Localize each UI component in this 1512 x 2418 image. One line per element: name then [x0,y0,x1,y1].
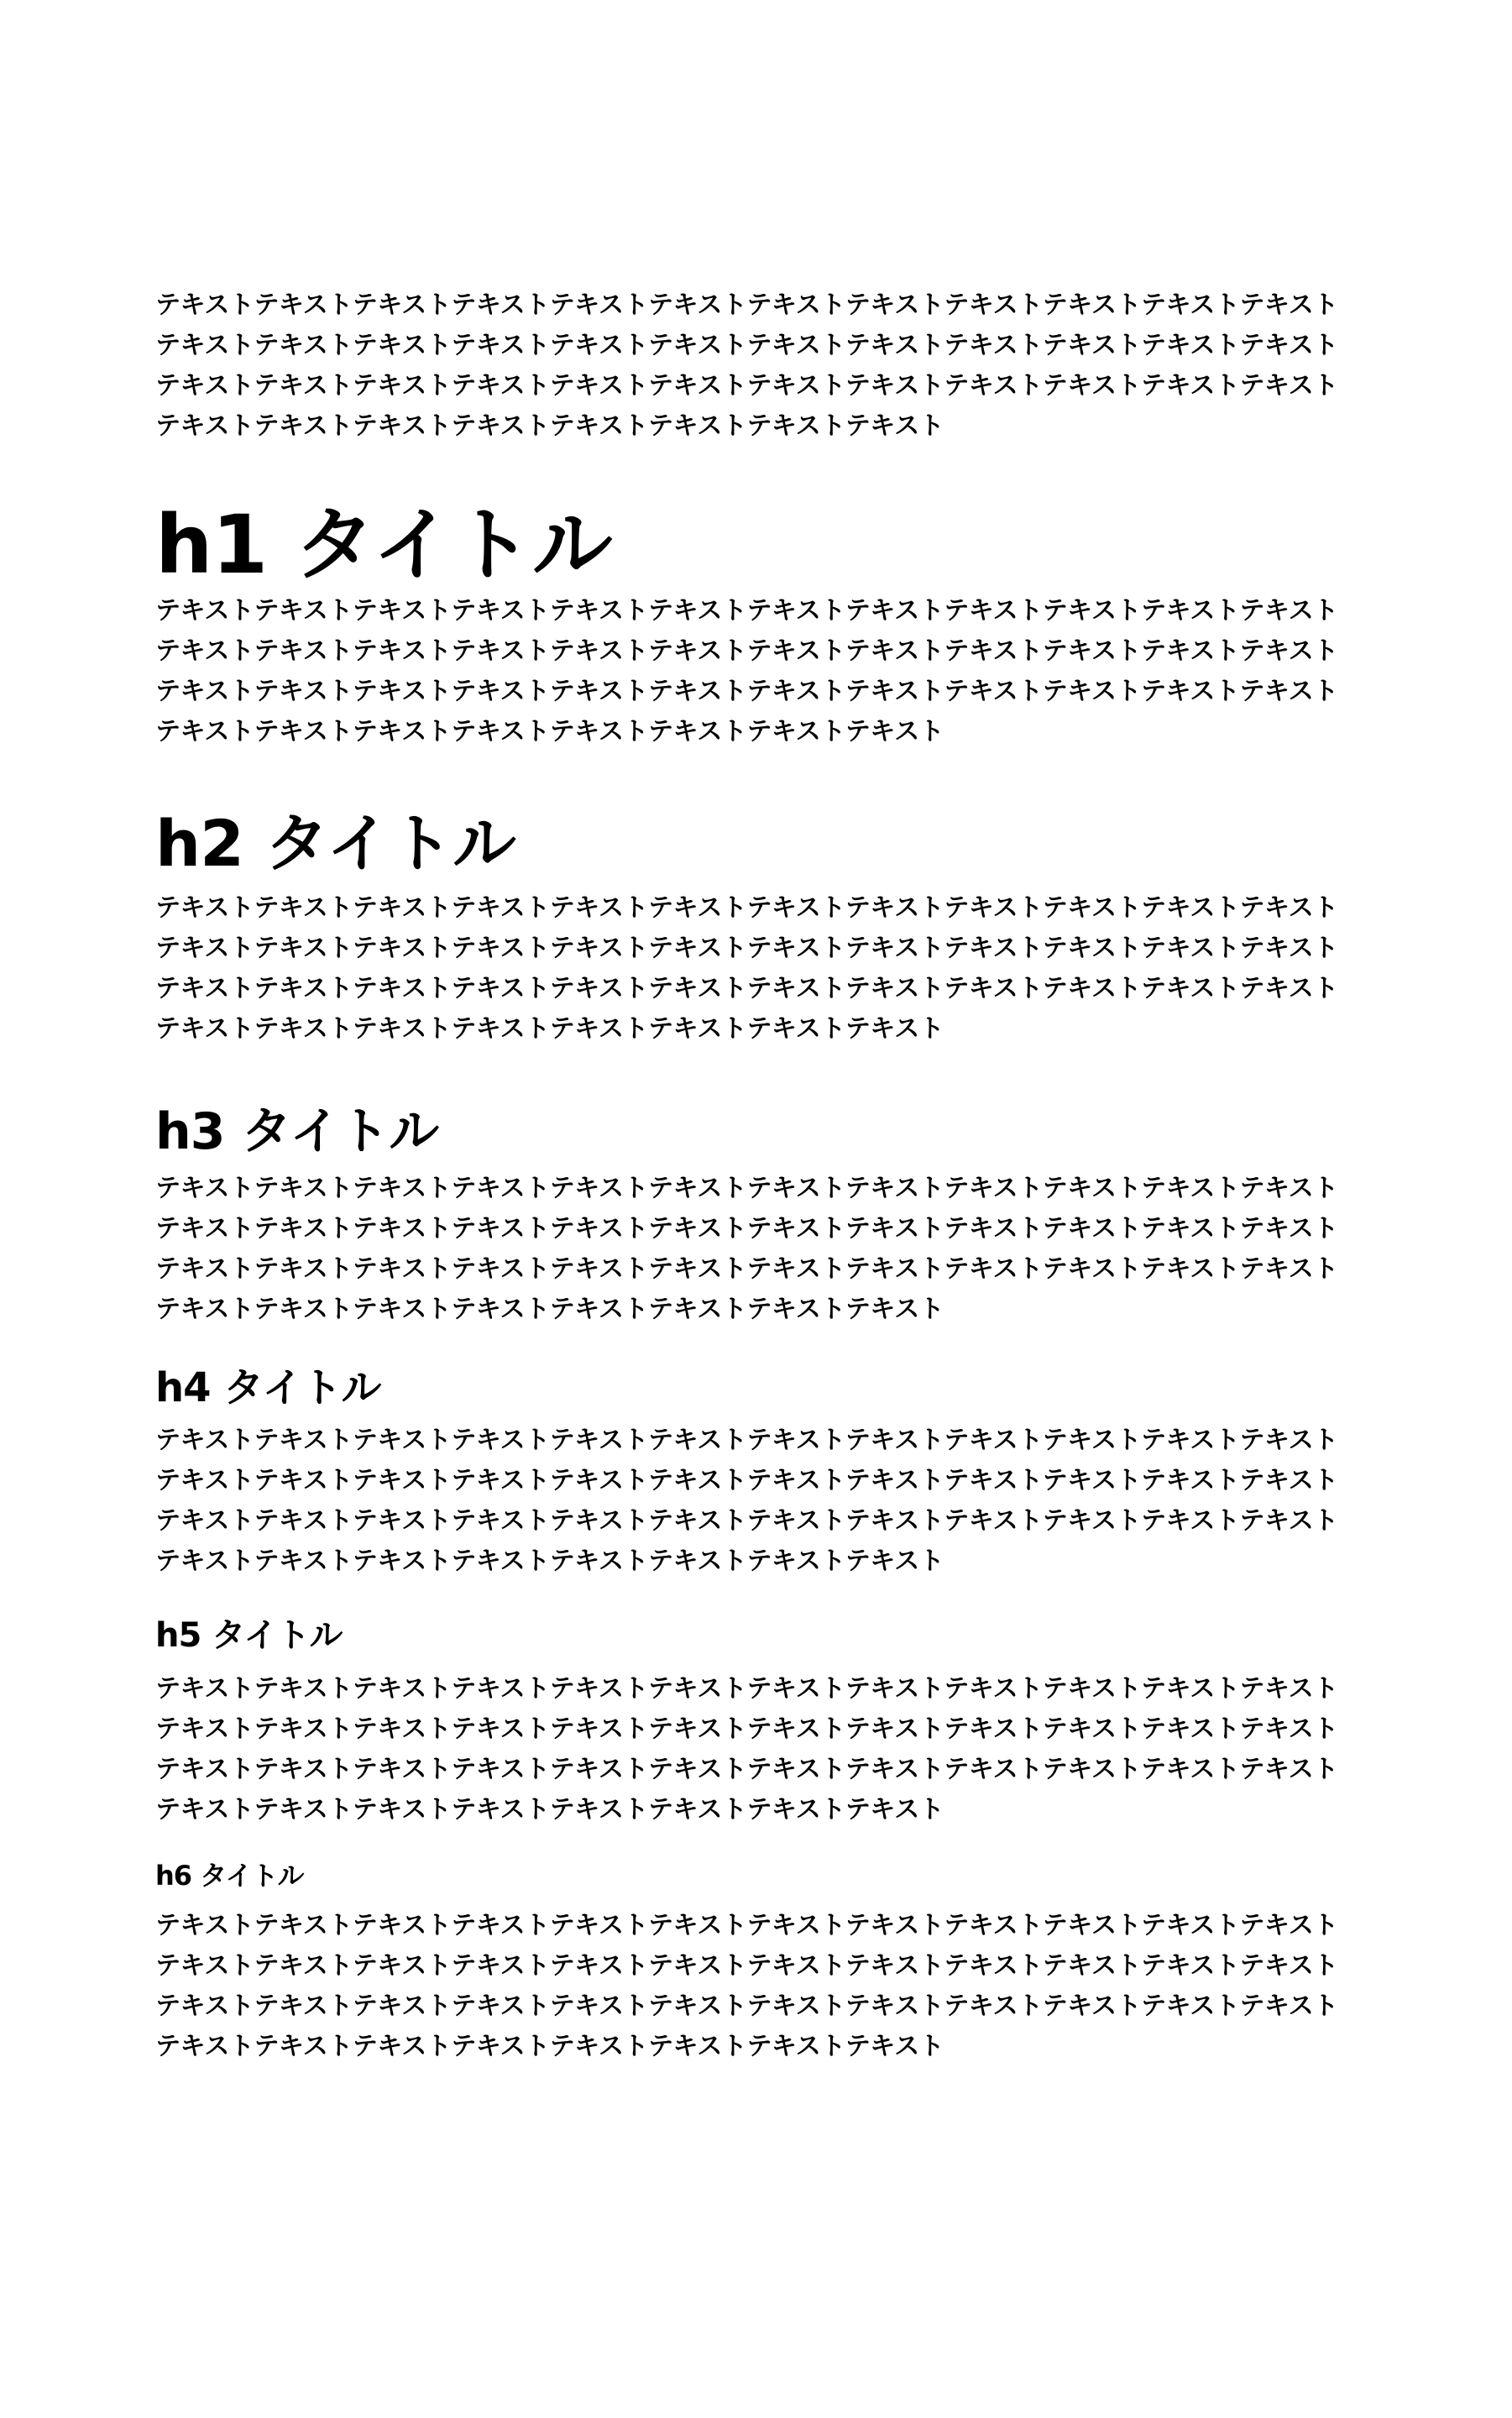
heading-h2: h2 タイトル [155,806,515,881]
heading-h4: h4 タイトル [155,1364,381,1411]
heading-h1: h1 タイトル [155,498,612,592]
h6-paragraph: テキストテキストテキストテキストテキストテキストテキストテキストテキストテキストテキストテキストテキストテキストテキストテキストテキストテキストテキストテキストテキストテキストテキストテキストテキストテキストテキストテキストテキストテキストテキストテキストテキストテキストテキストテキストテキストテキストテキストテキストテキストテキストテキストテキスト [155,1911,1338,2061]
h4-paragraph: テキストテキストテキストテキストテキストテキストテキストテキストテキストテキストテキストテキストテキストテキストテキストテキストテキストテキストテキストテキストテキストテキストテキストテキストテキストテキストテキストテキストテキストテキストテキストテキストテキストテキストテキストテキストテキストテキストテキストテキストテキストテキストテキストテキスト [155,1426,1338,1576]
heading-h3: h3 タイトル [155,1102,439,1161]
heading-h6: h6 タイトル [155,1860,304,1892]
h2-paragraph: テキストテキストテキストテキストテキストテキストテキストテキストテキストテキストテキストテキストテキストテキストテキストテキストテキストテキストテキストテキストテキストテキストテキストテキストテキストテキストテキストテキストテキストテキストテキストテキストテキストテキストテキストテキストテキストテキストテキストテキストテキストテキストテキストテキスト [155,893,1338,1044]
h5-paragraph: テキストテキストテキストテキストテキストテキストテキストテキストテキストテキストテキストテキストテキストテキストテキストテキストテキストテキストテキストテキストテキストテキストテキストテキストテキストテキストテキストテキストテキストテキストテキストテキストテキストテキストテキストテキストテキストテキストテキストテキストテキストテキストテキストテキスト [155,1674,1338,1824]
h1-paragraph: テキストテキストテキストテキストテキストテキストテキストテキストテキストテキストテキストテキストテキストテキストテキストテキストテキストテキストテキストテキストテキストテキストテキストテキストテキストテキストテキストテキストテキストテキストテキストテキストテキストテキストテキストテキストテキストテキストテキストテキストテキストテキストテキストテキスト [155,596,1338,746]
document-body [155,285,1347,2067]
heading-h5: h5 タイトル [155,1616,343,1655]
intro-paragraph: テキストテキストテキストテキストテキストテキストテキストテキストテキストテキストテキストテキストテキストテキストテキストテキストテキストテキストテキストテキストテキストテキストテキストテキストテキストテキストテキストテキストテキストテキストテキストテキストテキストテキストテキストテキストテキストテキストテキストテキストテキストテキストテキストテキスト [155,290,1338,441]
h3-paragraph: テキストテキストテキストテキストテキストテキストテキストテキストテキストテキストテキストテキストテキストテキストテキストテキストテキストテキストテキストテキストテキストテキストテキストテキストテキストテキストテキストテキストテキストテキストテキストテキストテキストテキストテキストテキストテキストテキストテキストテキストテキストテキストテキストテキスト [155,1174,1338,1324]
